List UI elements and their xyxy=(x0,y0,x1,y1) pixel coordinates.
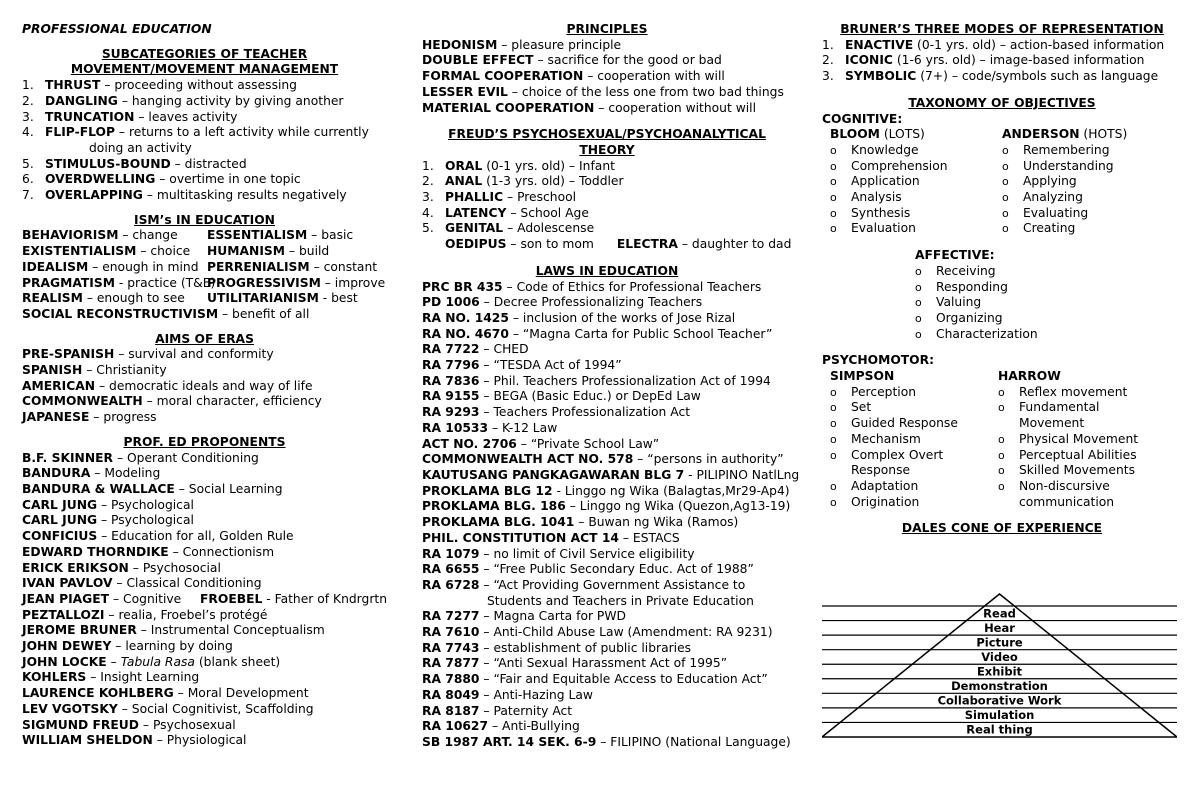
list-item: BANDURA – Modeling xyxy=(22,466,161,481)
bullet-icon: o xyxy=(830,191,837,205)
psychomotor-label: PSYCHOMOTOR: xyxy=(822,353,935,368)
cognitive-label: COGNITIVE: xyxy=(822,111,903,126)
bullet-icon: o xyxy=(830,143,837,157)
cone-level-label: Hear xyxy=(984,620,1015,635)
principles-list xyxy=(422,38,792,117)
bullet-icon: o xyxy=(915,264,922,278)
list-item: RA 7796 – “TESDA Act of 1994” xyxy=(422,358,622,373)
list-item: o Applying xyxy=(1002,174,1077,189)
bullet-icon: o xyxy=(830,159,837,173)
list-item: RA 1079 – no limit of Civil Service eligibility xyxy=(422,546,695,561)
bloom-list xyxy=(822,143,1002,237)
column-middle xyxy=(422,22,800,751)
list-item: AMERICAN – democratic ideals and way of life xyxy=(22,378,313,393)
list-item: ERICK ERIKSON – Psychosocial xyxy=(22,560,221,575)
page-title: PROFESSIONAL EDUCATION xyxy=(22,22,212,36)
cone-level-label: Real thing xyxy=(966,722,1033,737)
list-item: HEDONISM – pleasure principle xyxy=(422,37,622,52)
list-item: Students and Teachers in Private Education xyxy=(487,593,754,608)
list-item: RA 7836 – Phil. Teachers Professionalization Act of 1994 xyxy=(422,373,771,388)
list-item: RA 10627 – Anti-Bullying xyxy=(422,719,580,734)
list-item: IDEALISM – enough in mind PERRENIALISM – constant xyxy=(22,259,378,274)
list-item: 2. ICONIC (1-6 yrs. old) – image-based information xyxy=(822,53,1145,68)
isms-list xyxy=(22,228,387,307)
proponents-title: PROF. ED PROPONENTS xyxy=(123,434,286,449)
list-item: RA 9155 – BEGA (Basic Educ.) or DepEd Law xyxy=(422,389,701,404)
freud-title: FREUD’S PSYCHOSEXUAL/PSYCHOANALYTICAL THEORY xyxy=(448,127,766,157)
bruner-title: BRUNER’S THREE MODES OF REPRESENTATION xyxy=(840,22,1164,36)
laws-list-2 xyxy=(422,609,792,750)
list-item: RA 7880 – “Fair and Equitable Access to Education Act” xyxy=(422,672,768,687)
list-item: o Set xyxy=(830,400,872,415)
list-item: doing an activity xyxy=(89,140,192,155)
affective-label: AFFECTIVE: xyxy=(915,248,995,263)
eras-title: AIMS OF ERAS xyxy=(155,331,254,346)
list-item: JOHN LOCKE – Tabula Rasa (blank sheet) xyxy=(22,654,281,669)
affective-list xyxy=(907,264,1182,343)
bullet-icon: o xyxy=(915,327,922,341)
list-item: o Perceptual Abilities xyxy=(998,447,1137,462)
cone-level-label: Video xyxy=(981,649,1018,664)
list-item: LESSER EVIL – choice of the less one from two bad things xyxy=(422,84,784,99)
list-item: RA 6728 – “Act Providing Government Assistance to xyxy=(422,577,746,592)
cone-level-label: Demonstration xyxy=(951,679,1048,694)
list-item: JEAN PIAGET – Cognitive FROEBEL - Father of Kndrgrtn xyxy=(22,591,387,606)
list-item: BANDURA & WALLACE – Social Learning xyxy=(22,481,283,496)
cone-level-label: Picture xyxy=(976,635,1023,650)
list-item: o Knowledge xyxy=(830,142,919,157)
cone-level-label: Exhibit xyxy=(976,664,1023,679)
bullet-icon: o xyxy=(830,385,837,399)
list-item: 1. THRUST – proceeding without assessing xyxy=(22,78,297,93)
bullet-icon: o xyxy=(830,432,837,446)
list-item: RA 8049 – Anti-Hazing Law xyxy=(422,687,593,702)
list-item: SOCIAL RECONSTRUCTIVISM – benefit of all xyxy=(22,306,310,321)
list-item: 4. LATENCY – School Age xyxy=(422,205,589,220)
list-item: IVAN PAVLOV – Classical Conditioning xyxy=(22,576,262,591)
list-item: PEZTALLOZI – realia, Froebel’s protégé xyxy=(22,607,268,622)
bullet-icon: o xyxy=(915,296,922,310)
list-item: RA 7722 – CHED xyxy=(422,342,529,357)
list-item: o Reflex movement xyxy=(998,384,1128,399)
list-item: o Analysis xyxy=(830,190,902,205)
bullet-icon: o xyxy=(998,432,1005,446)
list-item: 2. ANAL (1-3 yrs. old) – Toddler xyxy=(422,174,624,189)
list-item: o Synthesis xyxy=(830,205,911,220)
taxonomy-title: TAXONOMY OF OBJECTIVES xyxy=(908,95,1096,110)
list-item: Movement xyxy=(1019,416,1085,431)
list-item: o Perception xyxy=(830,384,917,399)
list-item: LAURENCE KOHLBERG – Moral Development xyxy=(22,686,309,701)
list-item: o Creating xyxy=(1002,221,1076,236)
list-item: JEROME BRUNER – Instrumental Conceptualism xyxy=(22,623,325,638)
list-item: o Remembering xyxy=(1002,142,1110,157)
dale-title: DALES CONE OF EXPERIENCE xyxy=(901,521,1103,536)
list-item: o Adaptation xyxy=(830,478,919,493)
list-item: o Physical Movement xyxy=(998,431,1139,446)
list-item: RA 8187 – Paternity Act xyxy=(422,703,573,718)
list-item: RA 9293 – Teachers Professionalization Act xyxy=(422,405,691,420)
cognitive-columns: BLOOM (LOTS) o Knowledge o Comprehension o Application o Analysis o Synthesis o Evaluation ANDERSON (HOTS) o Remembering o Understanding o Applying o Analyzing o Evaluating o Creating xyxy=(822,127,1182,237)
list-item: o Organizing xyxy=(915,310,1003,325)
movement-list xyxy=(22,78,387,204)
list-item: o Responding xyxy=(915,279,1008,294)
list-item: PRE-SPANISH – survival and conformity xyxy=(22,347,274,362)
dale-cone xyxy=(822,592,1177,742)
list-item: EXISTENTIALISM – choice HUMANISM – build xyxy=(22,244,330,259)
freud-list xyxy=(422,159,792,238)
list-item: PRC BR 435 – Code of Ethics for Professional Teachers xyxy=(422,279,762,294)
list-item: o Origination xyxy=(830,494,920,509)
bullet-icon: o xyxy=(830,222,837,236)
list-item: SPANISH – Christianity xyxy=(22,363,167,378)
bullet-icon: o xyxy=(830,448,837,462)
bullet-icon: o xyxy=(830,479,837,493)
list-item: 3. TRUNCATION – leaves activity xyxy=(22,109,238,124)
column-right xyxy=(822,22,1182,537)
list-item: 4. FLIP-FLOP – returns to a left activity while currently xyxy=(22,125,369,140)
list-item: OEDIPUS – son to mom ELECTRA – daughter to dad xyxy=(445,237,792,252)
list-item: SB 1987 ART. 14 SEK. 6-9 – FILIPINO (National Language) xyxy=(422,734,791,749)
list-item: 6. OVERDWELLING – overtime in one topic xyxy=(22,172,301,187)
bullet-icon: o xyxy=(830,417,837,431)
bullet-icon: o xyxy=(830,495,837,509)
list-item: o Evaluating xyxy=(1002,205,1089,220)
list-item: 5. STIMULUS-BOUND – distracted xyxy=(22,156,247,171)
bullet-icon: o xyxy=(1002,222,1009,236)
list-item: o Fundamental xyxy=(998,400,1100,415)
list-item: RA 7610 – Anti-Child Abuse Law (Amendment: RA 9231) xyxy=(422,625,773,640)
list-item: CARL JUNG – Psychological xyxy=(22,497,194,512)
list-item: o Analyzing xyxy=(1002,190,1083,205)
isms-title: ISM’s IN EDUCATION xyxy=(134,212,275,227)
list-item: o Evaluation xyxy=(830,221,916,236)
list-item: RA 7877 – “Anti Sexual Harassment Act of 1995” xyxy=(422,656,728,671)
list-item: SIGMUND FREUD – Psychosexual xyxy=(22,717,236,732)
bullet-icon: o xyxy=(830,401,837,415)
list-item: o Receiving xyxy=(915,263,996,278)
principles-title: PRINCIPLES xyxy=(566,22,648,36)
bullet-icon: o xyxy=(998,479,1005,493)
list-item: o Non-discursive xyxy=(998,478,1110,493)
eras-list xyxy=(22,347,387,426)
cone-level-label: Collaborative Work xyxy=(937,693,1062,708)
list-item: 3. PHALLIC – Preschool xyxy=(422,190,577,205)
proponents-list-2 xyxy=(22,608,387,655)
list-item: 7. OVERLAPPING – multitasking results negatively xyxy=(22,188,347,203)
list-item: o Complex Overt xyxy=(830,447,944,462)
bruner-list xyxy=(822,38,1182,85)
proponents-list-3 xyxy=(22,670,387,749)
bullet-icon: o xyxy=(1002,175,1009,189)
list-item: o Skilled Movements xyxy=(998,463,1135,478)
list-item: PROKLAMA BLG 12 - Linggo ng Wika (Balagtas,Mr29-Ap4) xyxy=(422,483,790,498)
proponents-list xyxy=(22,451,387,592)
list-item: o Valuing xyxy=(915,295,982,310)
list-item: JOHN DEWEY – learning by doing xyxy=(22,639,233,654)
dale-cone-svg xyxy=(822,592,1177,742)
bullet-icon: o xyxy=(998,401,1005,415)
list-item: 2. DANGLING – hanging activity by giving another xyxy=(22,93,344,108)
list-item: B.F. SKINNER – Operant Conditioning xyxy=(22,450,259,465)
list-item: PROKLAMA BLG. 186 – Linggo ng Wika (Quezon,Ag13-19) xyxy=(422,499,791,514)
bullet-icon: o xyxy=(998,448,1005,462)
list-item: RA 10533 – K-12 Law xyxy=(422,420,558,435)
list-item: PRAGMATISM - practice (T&E) PROGRESSIVISM – improve xyxy=(22,275,386,290)
list-item: PD 1006 – Decree Professionalizing Teachers xyxy=(422,295,703,310)
list-item: o Characterization xyxy=(915,326,1038,341)
list-item: 3. SYMBOLIC (7+) – code/symbols such as language xyxy=(822,69,1159,84)
list-item: 5. GENITAL – Adolescense xyxy=(422,221,595,236)
column-left xyxy=(22,22,387,749)
bullet-icon: o xyxy=(998,385,1005,399)
list-item: FORMAL COOPERATION – cooperation with will xyxy=(422,69,725,84)
list-item: RA 7277 – Magna Carta for PWD xyxy=(422,609,626,624)
list-item: REALISM – enough to see UTILITARIANISM - best xyxy=(22,291,358,306)
list-item: EDWARD THORNDIKE – Connectionism xyxy=(22,544,275,559)
list-item: RA NO. 1425 – inclusion of the works of Jose Rizal xyxy=(422,310,736,325)
laws-title: LAWS IN EDUCATION xyxy=(535,263,679,278)
list-item: WILLIAM SHELDON – Physiological xyxy=(22,733,247,748)
list-item: o Application xyxy=(830,174,920,189)
list-item: 1. ORAL (0-1 yrs. old) – Infant xyxy=(422,158,615,173)
bullet-icon: o xyxy=(830,206,837,220)
list-item: BEHAVIORISM – change ESSENTIALISM – basic xyxy=(22,228,354,243)
list-item: KOHLERS – Insight Learning xyxy=(22,670,200,685)
list-item: ACT NO. 2706 – “Private School Law” xyxy=(422,436,660,451)
list-item: PHIL. CONSTITUTION ACT 14 – ESTACS xyxy=(422,530,680,545)
bullet-icon: o xyxy=(830,175,837,189)
psychomotor-columns: SIMPSON o Perception o Set o Guided Response o Mechanism o Complex Overt Response o Adaptation o Origination HARROW o Reflex movement o Fundamental Movement o Physical Movement o Perceptual Abilities o Skilled Movements o Non-discursive communication xyxy=(822,369,1182,510)
list-item: COMMONWEALTH – moral character, efficiency xyxy=(22,394,322,409)
list-item: CONFICIUS – Education for all, Golden Rule xyxy=(22,529,294,544)
list-item: JAPANESE – progress xyxy=(22,410,157,425)
bullet-icon: o xyxy=(998,464,1005,478)
list-item: LEV VGOTSKY – Social Cognitivist, Scaffolding xyxy=(22,701,314,716)
list-item: COMMONWEALTH ACT NO. 578 – “persons in authority” xyxy=(422,452,784,467)
list-item: o Understanding xyxy=(1002,158,1114,173)
list-item: o Mechanism xyxy=(830,431,921,446)
list-item: RA NO. 4670 – “Magna Carta for Public School Teacher” xyxy=(422,326,773,341)
bullet-icon: o xyxy=(1002,159,1009,173)
bullet-icon: o xyxy=(1002,191,1009,205)
list-item: o Guided Response xyxy=(830,416,958,431)
cone-level-label: Read xyxy=(983,606,1016,621)
cone-level-label: Simulation xyxy=(964,708,1035,723)
list-item: RA 6655 – “Free Public Secondary Educ. Act of 1988” xyxy=(422,562,754,577)
list-item: PROKLAMA BLG. 1041 – Buwan ng Wika (Ramos) xyxy=(422,515,739,530)
laws-list xyxy=(422,279,800,594)
anderson-list xyxy=(994,143,1127,237)
harrow-list xyxy=(990,385,1138,511)
list-item: communication xyxy=(1019,494,1115,509)
simpson-list xyxy=(822,385,998,511)
list-item: CARL JUNG – Psychological xyxy=(22,513,194,528)
list-item: RA 7743 – establishment of public libraries xyxy=(422,640,692,655)
list-item: Response xyxy=(851,463,911,478)
bullet-icon: o xyxy=(1002,143,1009,157)
bullet-icon: o xyxy=(915,311,922,325)
list-item: 1. ENACTIVE (0-1 yrs. old) – action-based information xyxy=(822,37,1165,52)
list-item: KAUTUSANG PANGKAGAWARAN BLG 7 - PILIPINO NatlLng xyxy=(422,467,800,482)
list-item: MATERIAL COOPERATION – cooperation without will xyxy=(422,100,757,115)
bullet-icon: o xyxy=(915,280,922,294)
list-item: DOUBLE EFFECT – sacrifice for the good or bad xyxy=(422,53,722,68)
movement-title: SUBCATEGORIES OF TEACHER MOVEMENT/MOVEMENT MANAGEMENT xyxy=(70,46,339,77)
list-item: o Comprehension xyxy=(830,158,948,173)
bullet-icon: o xyxy=(1002,206,1009,220)
